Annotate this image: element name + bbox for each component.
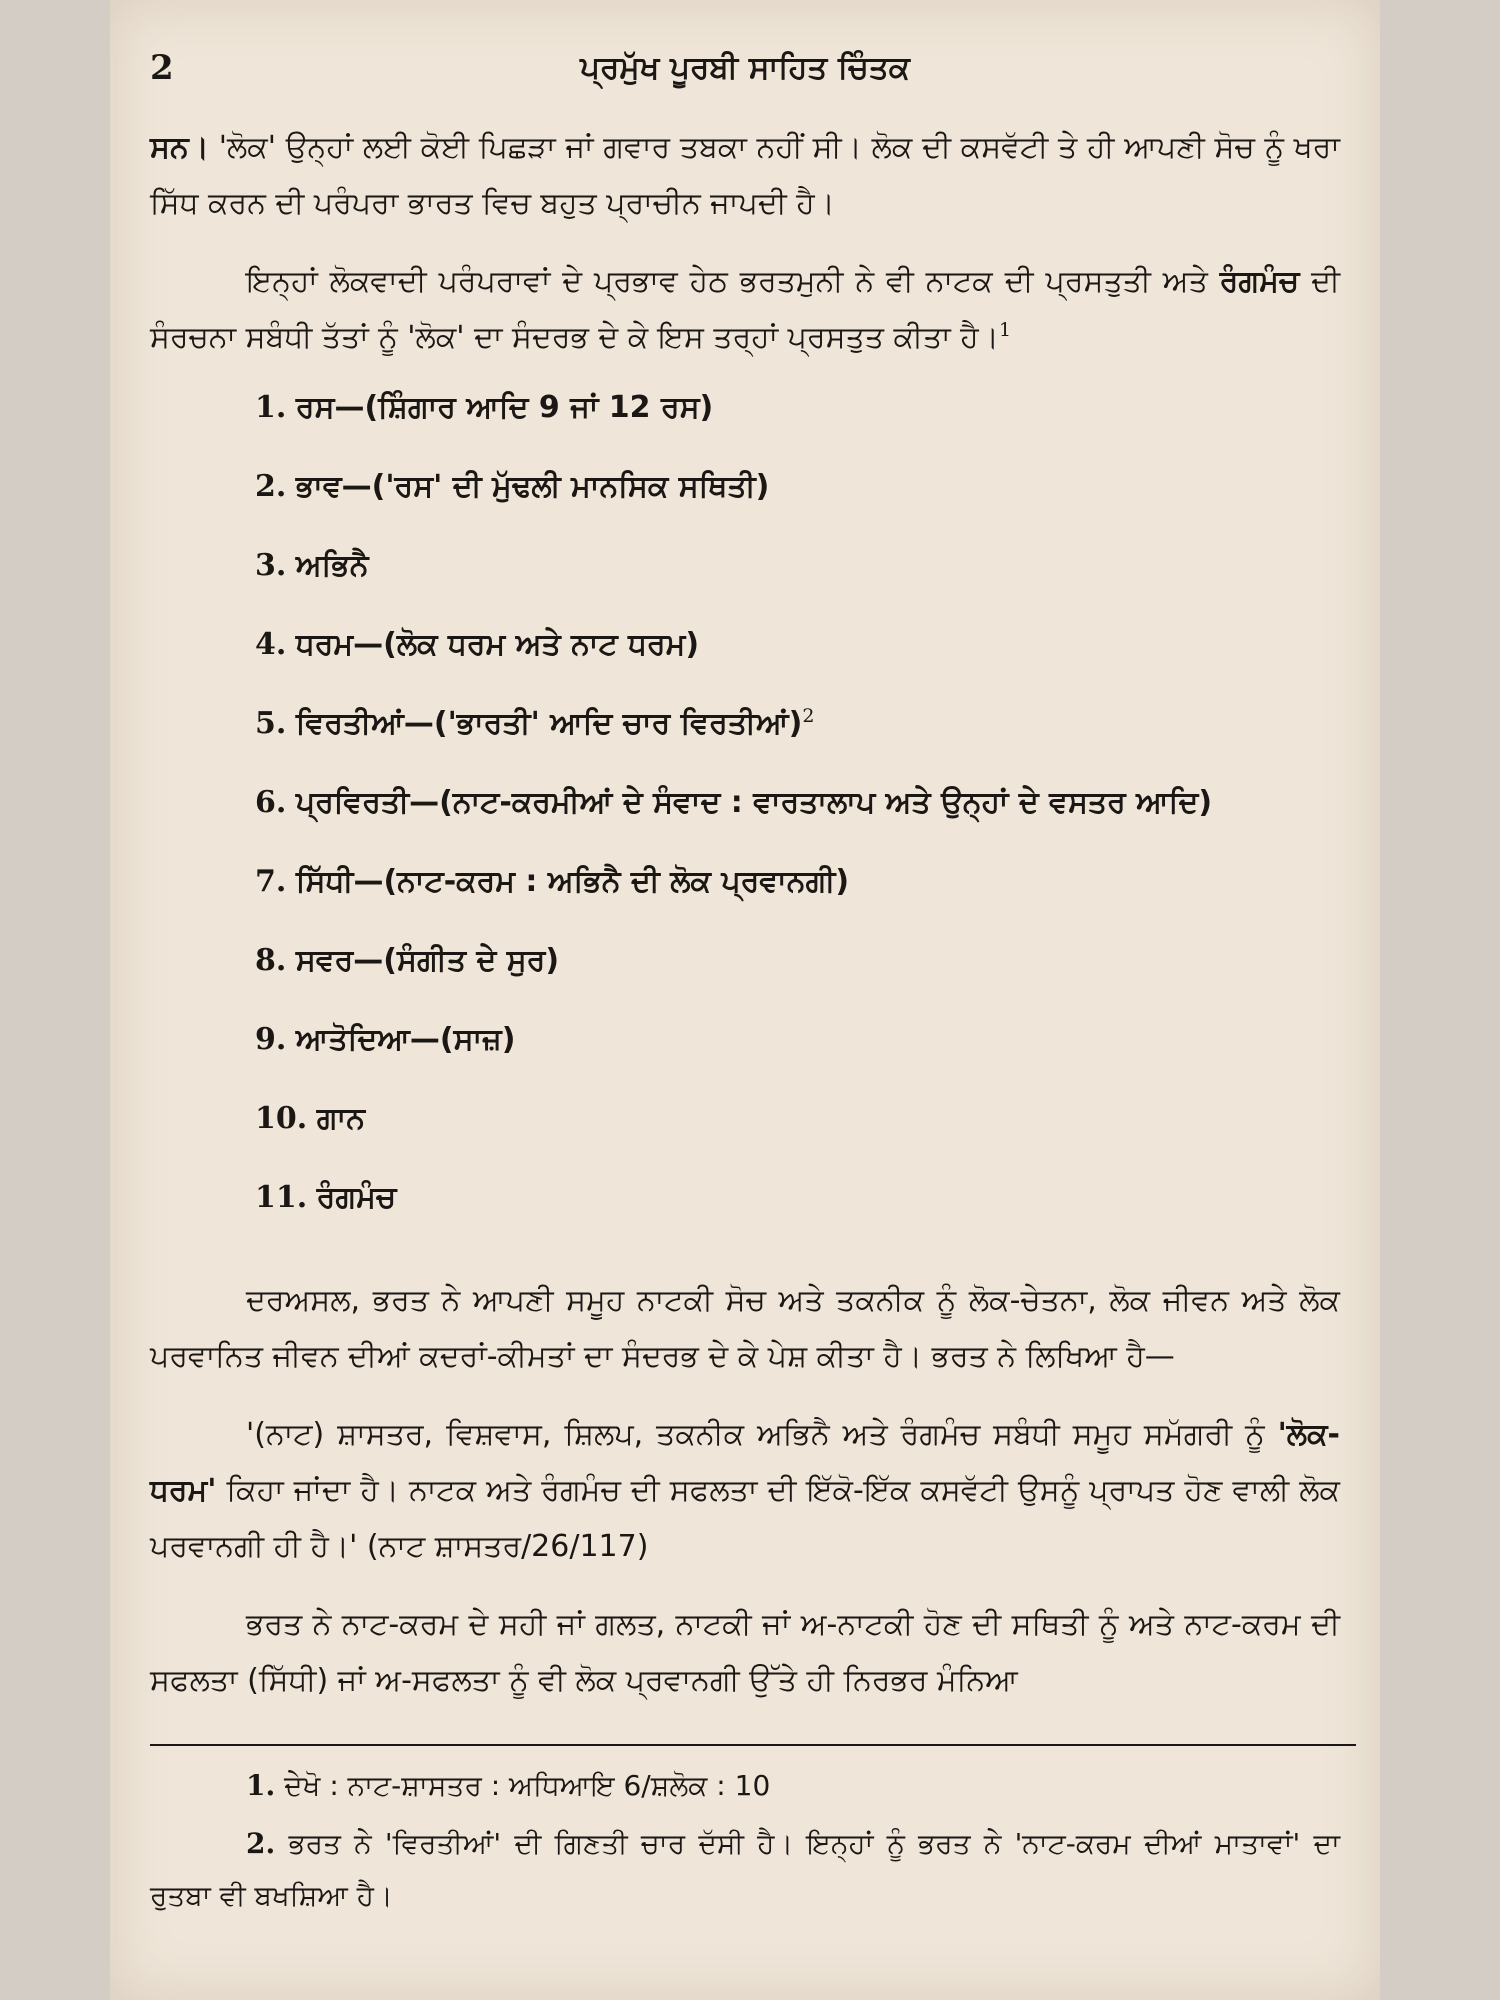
list-item-number: 3. — [255, 548, 287, 583]
list-item-label: ਸਵਰ — [295, 943, 354, 978]
elements-list — [150, 388, 1340, 1257]
paragraph-2-bold: ਰੰਗਮੰਚ — [1219, 264, 1300, 299]
list-item — [255, 467, 1340, 546]
list-item-detail: —(ਨਾਟ-ਕਰਮ : ਅਭਿਨੈ ਦੀ ਲੋਕ ਪ੍ਰਵਾਨਗੀ) — [353, 864, 850, 899]
paragraph-4-citation: (ਨਾਟ ਸ਼ਾਸਤਰ/26/117) — [357, 1529, 649, 1564]
list-item — [255, 546, 1340, 625]
paragraph-3-text: ਦਰਅਸਲ, ਭਰਤ ਨੇ ਆਪਣੀ ਸਮੂਹ ਨਾਟਕੀ ਸੋਚ ਅਤੇ ਤਕਨੀਕ ਨੂੰ ਲੋਕ-ਚੇਤਨਾ, ਲੋਕ ਜੀਵਨ ਅਤੇ ਲੋਕ ਪਰਵਾਨਿਤ ਜੀਵਨ ਦੀਆਂ ਕਦਰਾਂ-ਕੀਮਤਾਂ ਦਾ ਸੰਦਰਭ ਦੇ ਕੇ ਪੇਸ਼ ਕੀਤਾ ਹੈ। ਭਰਤ ਨੇ ਲਿਖਿਆ ਹੈ— — [150, 1283, 1340, 1374]
footnote-2 — [150, 1818, 1340, 1922]
footnote-2-number: 2. — [246, 1827, 276, 1860]
list-item — [255, 1099, 1340, 1178]
footnote-1-text: ਦੇਖੋ : ਨਾਟ-ਸ਼ਾਸਤਰ : ਅਧਿਆਇ 6/ਸ਼ਲੋਕ : 10 — [275, 1769, 771, 1802]
list-item-detail: —('ਰਸ' ਦੀ ਮੁੱਢਲੀ ਮਾਨਸਿਕ ਸਥਿਤੀ) — [341, 469, 770, 504]
list-item-number: 11. — [255, 1180, 308, 1215]
list-item-label: ਅਭਿਨੈ — [295, 548, 369, 583]
list-item — [255, 704, 1340, 783]
list-item-number: 5. — [255, 706, 287, 741]
list-item-label: ਪ੍ਰਵਿਰਤੀ — [295, 785, 410, 820]
list-item-label: ਗਾਨ — [316, 1101, 365, 1136]
paragraph-4-text-b: ਕਿਹਾ ਜਾਂਦਾ ਹੈ। ਨਾਟਕ ਅਤੇ ਰੰਗਮੰਚ ਦੀ ਸਫਲਤਾ ਦੀ ਇੱਕੋ-ਇੱਕ ਕਸਵੱਟੀ ਉਸਨੂੰ ਪ੍ਰਾਪਤ ਹੋਣ ਵਾਲੀ ਲੋਕ ਪਰਵਾਨਗੀ ਹੀ ਹੈ।' — [150, 1473, 1340, 1564]
footnote-1 — [150, 1760, 1340, 1812]
paragraph-1 — [150, 120, 1340, 232]
list-item-label: ਧਰਮ — [295, 627, 354, 662]
paragraph-4-bold: 'ਲੋਕ-ਧਰਮ' — [150, 1417, 1340, 1508]
paragraph-4-quote — [150, 1407, 1340, 1575]
book-page — [110, 0, 1380, 2000]
paragraph-2-text-b: ਦੀ ਸੰਰਚਨਾ ਸਬੰਧੀ ਤੱਤਾਂ ਨੂੰ 'ਲੋਕ' ਦਾ ਸੰਦਰਭ ਦੇ ਕੇ ਇਸ ਤਰ੍ਹਾਂ ਪ੍ਰਸਤੁਤ ਕੀਤਾ ਹੈ। — [150, 264, 1340, 355]
list-item — [255, 1178, 1340, 1257]
page-number: 2 — [150, 48, 174, 88]
list-item — [255, 625, 1340, 704]
footnote-2-text: ਭਰਤ ਨੇ 'ਵਿਰਤੀਆਂ' ਦੀ ਗਿਣਤੀ ਚਾਰ ਦੱਸੀ ਹੈ। ਇਨ੍ਹਾਂ ਨੂੰ ਭਰਤ ਨੇ 'ਨਾਟ-ਕਰਮ ਦੀਆਂ ਮਾਤਾਵਾਂ' ਦਾ ਰੁਤਬਾ ਵੀ ਬਖਸ਼ਿਆ ਹੈ। — [150, 1827, 1340, 1912]
footnotes — [150, 1760, 1340, 1928]
list-item-detail: —('ਭਾਰਤੀ' ਆਦਿ ਚਾਰ ਵਿਰਤੀਆਂ) — [403, 706, 803, 741]
page-header — [150, 48, 1340, 98]
scan-margin-right — [1380, 0, 1500, 2000]
paragraph-1-text: 'ਲੋਕ' ਉਨ੍ਹਾਂ ਲਈ ਕੋਈ ਪਿਛੜਾ ਜਾਂ ਗਵਾਰ ਤਬਕਾ ਨਹੀਂ ਸੀ। ਲੋਕ ਦੀ ਕਸਵੱਟੀ ਤੇ ਹੀ ਆਪਣੀ ਸੋਚ ਨੂੰ ਖਰਾ ਸਿੱਧ ਕਰਨ ਦੀ ਪਰੰਪਰਾ ਭਾਰਤ ਵਿਚ ਬਹੁਤ ਪ੍ਰਾਚੀਨ ਜਾਪਦੀ ਹੈ। — [150, 130, 1340, 221]
footnote-1-number: 1. — [246, 1769, 276, 1802]
list-item-label: ਸਿੱਧੀ — [295, 864, 354, 899]
paragraph-5-text: ਭਰਤ ਨੇ ਨਾਟ-ਕਰਮ ਦੇ ਸਹੀ ਜਾਂ ਗਲਤ, ਨਾਟਕੀ ਜਾਂ ਅ-ਨਾਟਕੀ ਹੋਣ ਦੀ ਸਥਿਤੀ ਨੂੰ ਅਤੇ ਨਾਟ-ਕਰਮ ਦੀ ਸਫਲਤਾ (ਸਿੱਧੀ) ਜਾਂ ਅ-ਸਫਲਤਾ ਨੂੰ ਵੀ ਲੋਕ ਪ੍ਰਵਾਨਗੀ ਉੱਤੇ ਹੀ ਨਿਰਭਰ ਮੰਨਿਆ — [150, 1607, 1340, 1698]
list-item-label: ਆਤੋਦਿਆ — [295, 1022, 410, 1057]
list-item-number: 6. — [255, 785, 287, 820]
paragraph-5 — [150, 1597, 1340, 1709]
paragraph-2-text-a: ਇਨ੍ਹਾਂ ਲੋਕਵਾਦੀ ਪਰੰਪਰਾਵਾਂ ਦੇ ਪ੍ਰਭਾਵ ਹੇਠ ਭਰਤਮੁਨੀ ਨੇ ਵੀ ਨਾਟਕ ਦੀ ਪ੍ਰਸਤੁਤੀ ਅਤੇ — [246, 264, 1220, 299]
paragraph-3 — [150, 1273, 1340, 1385]
paragraph-4-text-a: '(ਨਾਟ) ਸ਼ਾਸਤਰ, ਵਿਸ਼ਵਾਸ, ਸ਼ਿਲਪ, ਤਕਨੀਕ ਅਭਿਨੈ ਅਤੇ ਰੰਗਮੰਚ ਸਬੰਧੀ ਸਮੂਹ ਸਮੱਗਰੀ ਨੂੰ — [246, 1417, 1278, 1452]
footnote-ref-2[interactable]: 2 — [802, 705, 815, 727]
running-title: ਪ੍ਰਮੁੱਖ ਪੂਰਬੀ ਸਾਹਿਤ ਚਿੰਤਕ — [580, 50, 910, 86]
list-item-detail: —(ਲੋਕ ਧਰਮ ਅਤੇ ਨਾਟ ਧਰਮ) — [353, 627, 700, 662]
list-item — [255, 941, 1340, 1020]
paragraph-1-lead: ਸਨ। — [150, 130, 209, 165]
list-item-number: 7. — [255, 864, 287, 899]
list-item-number: 1. — [255, 390, 287, 425]
list-item-number: 2. — [255, 469, 287, 504]
page-body — [150, 120, 1340, 1731]
list-item — [255, 1020, 1340, 1099]
list-item-number: 10. — [255, 1101, 308, 1136]
list-item-number: 9. — [255, 1022, 287, 1057]
list-item-detail: —(ਸ਼ਿੰਗਾਰ ਆਦਿ 9 ਜਾਂ 12 ਰਸ) — [334, 390, 714, 425]
list-item — [255, 388, 1340, 467]
list-item-label: ਰੰਗਮੰਚ — [316, 1180, 397, 1215]
footnote-divider — [150, 1744, 1356, 1746]
list-item-number: 8. — [255, 943, 287, 978]
scan-margin-left — [0, 0, 110, 2000]
list-item-label: ਭਾਵ — [295, 469, 342, 504]
list-item-detail: —(ਨਾਟ-ਕਰਮੀਆਂ ਦੇ ਸੰਵਾਦ : ਵਾਰਤਾਲਾਪ ਅਤੇ ਉਨ੍ਹਾਂ ਦੇ ਵਸਤਰ ਆਦਿ) — [409, 785, 1213, 820]
list-item-label: ਵਿਰਤੀਆਂ — [295, 706, 404, 741]
list-item-detail: —(ਸਾਜ਼) — [409, 1022, 516, 1057]
list-item — [255, 862, 1340, 941]
list-item-label: ਰਸ — [295, 390, 335, 425]
list-item-detail: —(ਸੰਗੀਤ ਦੇ ਸੁਰ) — [353, 943, 560, 978]
list-item — [255, 783, 1340, 862]
list-item-number: 4. — [255, 627, 287, 662]
footnote-ref-1[interactable]: 1 — [998, 319, 1012, 341]
paragraph-2 — [150, 254, 1340, 366]
